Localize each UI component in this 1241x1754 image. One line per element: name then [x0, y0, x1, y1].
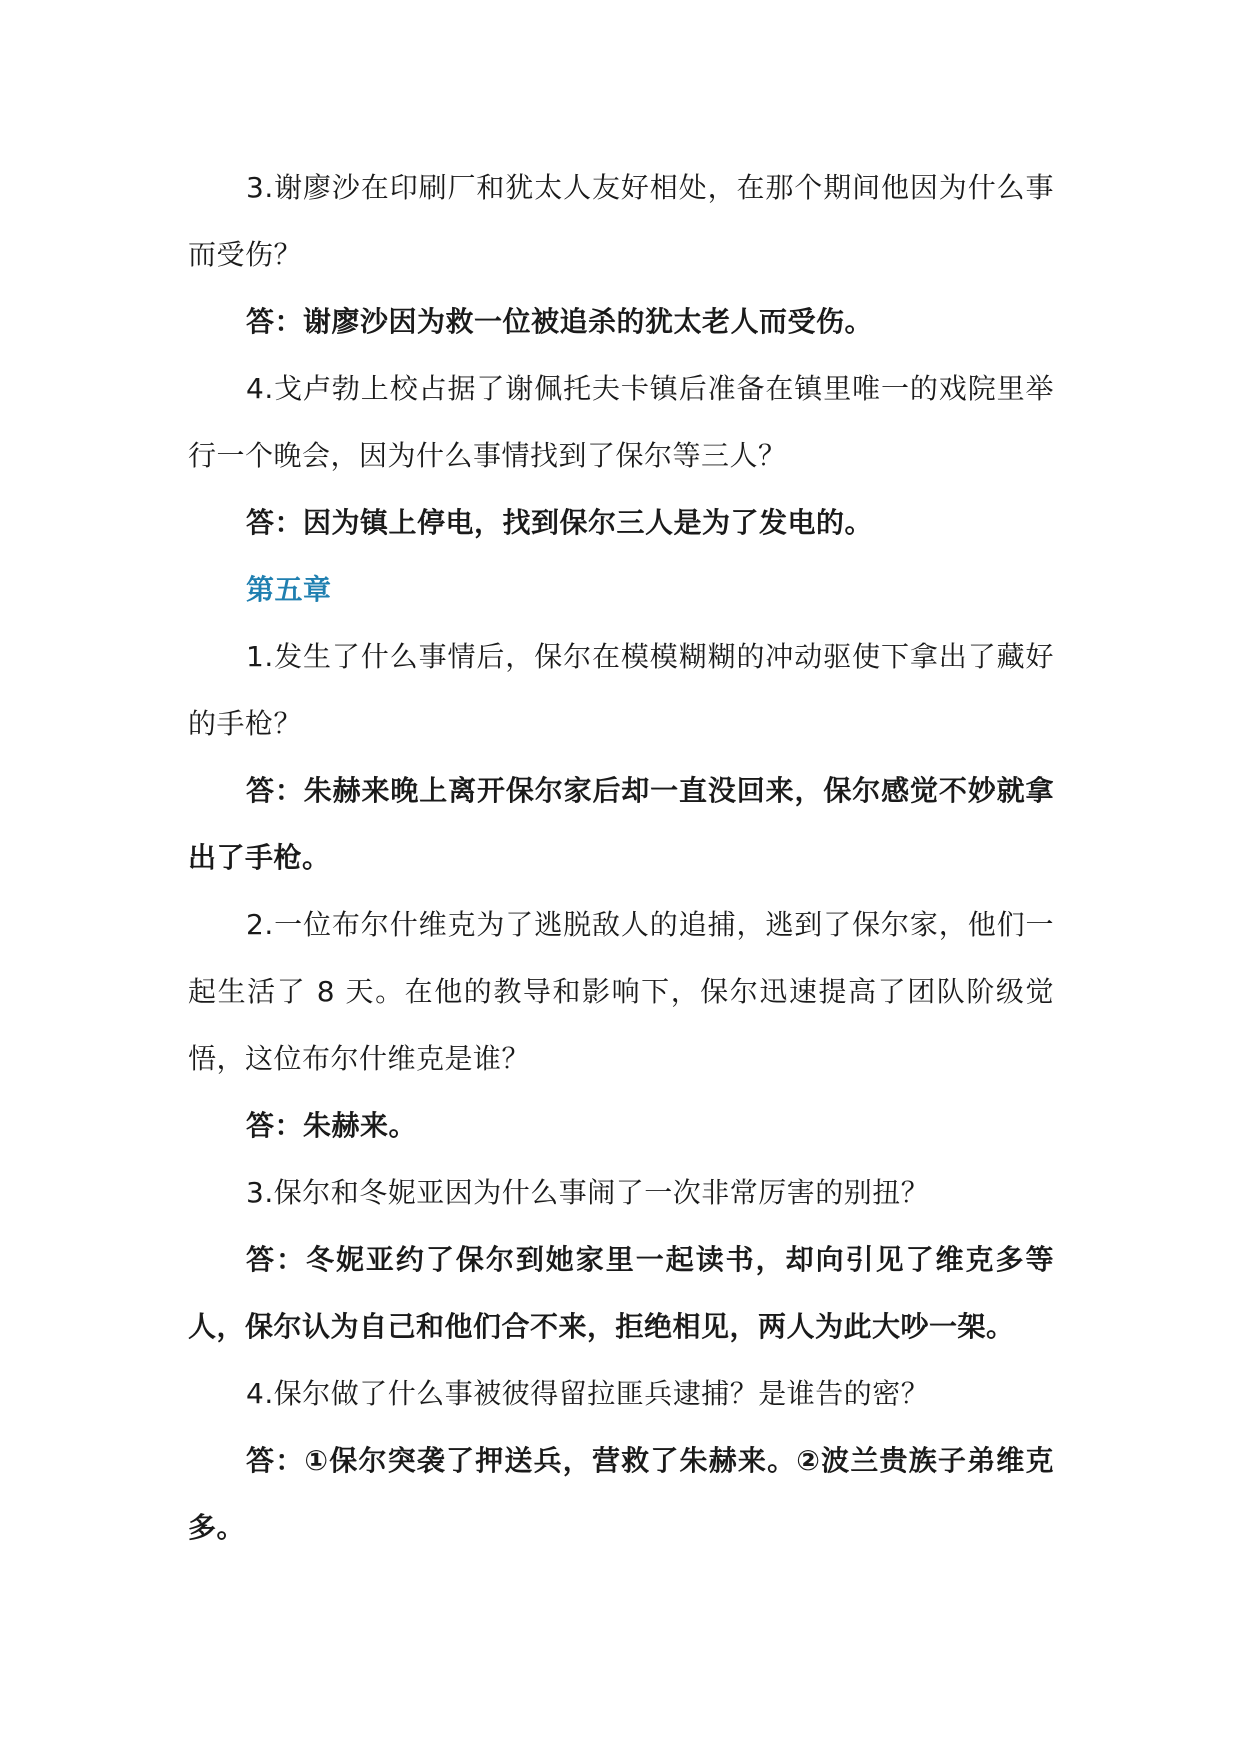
- question-3: 3.谢廖沙在印刷厂和犹太人友好相处，在那个期间他因为什么事而受伤？: [188, 171, 1054, 271]
- answer-4: 答：因为镇上停电，找到保尔三人是为了发电的。: [246, 506, 874, 539]
- chapter5-answer-2: 答：朱赫来。: [246, 1109, 418, 1142]
- chapter-five-heading: 第五章: [246, 573, 332, 606]
- chapter5-question-4: 4.保尔做了什么事被彼得留拉匪兵逮捕？是谁告的密？: [246, 1377, 930, 1410]
- chapter5-question-2: 2.一位布尔什维克为了逃脱敌人的追捕，逃到了保尔家，他们一起生活了 8 天。在他的教导和影响下，保尔迅速提高了团队阶级觉悟，这位布尔什维克是谁？: [188, 908, 1054, 1075]
- chapter5-answer-4: 答：①保尔突袭了押送兵，营救了朱赫来。②波兰贵族子弟维克多。: [188, 1444, 1054, 1544]
- document-body: [188, 154, 1054, 1561]
- answer-3: 答：谢廖沙因为救一位被追杀的犹太老人而受伤。: [246, 305, 874, 338]
- chapter5-answer-1: 答：朱赫来晚上离开保尔家后却一直没回来，保尔感觉不妙就拿出了手枪。: [188, 774, 1054, 874]
- chapter5-question-1: 1.发生了什么事情后，保尔在模模糊糊的冲动驱使下拿出了藏好的手枪？: [188, 640, 1054, 740]
- question-4: 4.戈卢勃上校占据了谢佩托夫卡镇后准备在镇里唯一的戏院里举行一个晚会，因为什么事情找到了保尔等三人？: [188, 372, 1054, 472]
- chapter5-question-3: 3.保尔和冬妮亚因为什么事闹了一次非常厉害的别扭？: [246, 1176, 930, 1209]
- chapter5-answer-3: 答：冬妮亚约了保尔到她家里一起读书，却向引见了维克多等人，保尔认为自己和他们合不来，拒绝相见，两人为此大吵一架。: [188, 1243, 1054, 1343]
